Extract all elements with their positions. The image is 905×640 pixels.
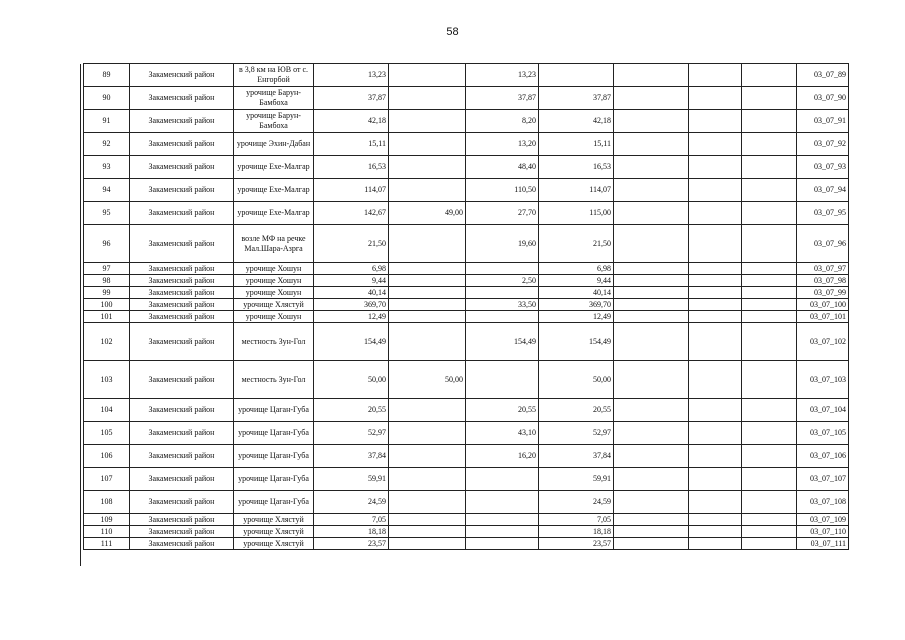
- row-number: 102: [84, 323, 130, 361]
- row-number: 100: [84, 299, 130, 311]
- value-cell-1: 24,59: [314, 491, 389, 514]
- value-cell-1: 52,97: [314, 422, 389, 445]
- district-cell: Закаменский район: [130, 491, 234, 514]
- value-cell-2: [389, 225, 466, 263]
- value-cell-1: 20,55: [314, 399, 389, 422]
- value-cell-1: 114,07: [314, 179, 389, 202]
- value-cell-7: [742, 179, 797, 202]
- value-cell-6: [689, 538, 742, 550]
- location-cell: урочище Хошун: [234, 263, 314, 275]
- value-cell-2: [389, 275, 466, 287]
- value-cell-5: [614, 64, 689, 87]
- district-cell: Закаменский район: [130, 311, 234, 323]
- row-number: 97: [84, 263, 130, 275]
- value-cell-2: [389, 64, 466, 87]
- row-number: 94: [84, 179, 130, 202]
- value-cell-2: [389, 263, 466, 275]
- value-cell-6: [689, 468, 742, 491]
- value-cell-6: [689, 202, 742, 225]
- table-row: [84, 526, 849, 538]
- table-row: [84, 263, 849, 275]
- row-number: 99: [84, 287, 130, 299]
- value-cell-6: [689, 287, 742, 299]
- value-cell-7: [742, 468, 797, 491]
- value-cell-3: 13,20: [466, 133, 539, 156]
- table-row: [84, 156, 849, 179]
- code-cell: 03_07_106: [797, 445, 849, 468]
- value-cell-1: 9,44: [314, 275, 389, 287]
- value-cell-7: [742, 491, 797, 514]
- table-row: [84, 538, 849, 550]
- value-cell-3: 13,23: [466, 64, 539, 87]
- value-cell-5: [614, 110, 689, 133]
- location-cell: урочище Цаган-Губа: [234, 399, 314, 422]
- value-cell-4: 20,55: [539, 399, 614, 422]
- value-cell-3: 8,20: [466, 110, 539, 133]
- value-cell-5: [614, 361, 689, 399]
- row-number: 95: [84, 202, 130, 225]
- value-cell-7: [742, 263, 797, 275]
- value-cell-1: 154,49: [314, 323, 389, 361]
- location-cell: урочище Цаган-Губа: [234, 422, 314, 445]
- location-cell: урочище Барун-Бамбоха: [234, 87, 314, 110]
- district-cell: Закаменский район: [130, 538, 234, 550]
- code-cell: 03_07_99: [797, 287, 849, 299]
- value-cell-7: [742, 133, 797, 156]
- value-cell-3: 154,49: [466, 323, 539, 361]
- code-cell: 03_07_100: [797, 299, 849, 311]
- value-cell-6: [689, 225, 742, 263]
- row-number: 93: [84, 156, 130, 179]
- value-cell-5: [614, 422, 689, 445]
- value-cell-7: [742, 538, 797, 550]
- value-cell-1: 37,84: [314, 445, 389, 468]
- value-cell-2: [389, 179, 466, 202]
- district-cell: Закаменский район: [130, 156, 234, 179]
- district-cell: Закаменский район: [130, 323, 234, 361]
- value-cell-5: [614, 538, 689, 550]
- district-cell: Закаменский район: [130, 399, 234, 422]
- value-cell-7: [742, 275, 797, 287]
- value-cell-5: [614, 399, 689, 422]
- value-cell-2: [389, 156, 466, 179]
- value-cell-5: [614, 514, 689, 526]
- value-cell-3: 2,50: [466, 275, 539, 287]
- value-cell-3: 27,70: [466, 202, 539, 225]
- table-row: [84, 110, 849, 133]
- district-cell: Закаменский район: [130, 87, 234, 110]
- value-cell-6: [689, 179, 742, 202]
- district-cell: Закаменский район: [130, 526, 234, 538]
- district-cell: Закаменский район: [130, 275, 234, 287]
- row-number: 101: [84, 311, 130, 323]
- table-row: [84, 275, 849, 287]
- district-cell: Закаменский район: [130, 445, 234, 468]
- value-cell-4: 50,00: [539, 361, 614, 399]
- code-cell: 03_07_111: [797, 538, 849, 550]
- location-cell: в 3,8 км на ЮВ от с. Енгорбой: [234, 64, 314, 87]
- value-cell-2: [389, 110, 466, 133]
- value-cell-3: 37,87: [466, 87, 539, 110]
- value-cell-5: [614, 156, 689, 179]
- value-cell-7: [742, 399, 797, 422]
- table-row: [84, 399, 849, 422]
- table-row: [84, 311, 849, 323]
- value-cell-2: [389, 299, 466, 311]
- value-cell-3: [466, 468, 539, 491]
- table-row: [84, 87, 849, 110]
- value-cell-4: 6,98: [539, 263, 614, 275]
- value-cell-4: 18,18: [539, 526, 614, 538]
- value-cell-1: 6,98: [314, 263, 389, 275]
- value-cell-6: [689, 361, 742, 399]
- row-number: 109: [84, 514, 130, 526]
- value-cell-6: [689, 323, 742, 361]
- row-number: 89: [84, 64, 130, 87]
- location-cell: урочище Хошун: [234, 311, 314, 323]
- row-number: 92: [84, 133, 130, 156]
- value-cell-5: [614, 491, 689, 514]
- code-cell: 03_07_104: [797, 399, 849, 422]
- value-cell-4: 114,07: [539, 179, 614, 202]
- value-cell-5: [614, 323, 689, 361]
- value-cell-3: [466, 514, 539, 526]
- value-cell-5: [614, 275, 689, 287]
- value-cell-5: [614, 225, 689, 263]
- table-row: [84, 64, 849, 87]
- code-cell: 03_07_89: [797, 64, 849, 87]
- table-row: [84, 422, 849, 445]
- value-cell-2: [389, 87, 466, 110]
- value-cell-1: 7,05: [314, 514, 389, 526]
- value-cell-6: [689, 87, 742, 110]
- value-cell-4: 16,53: [539, 156, 614, 179]
- value-cell-7: [742, 361, 797, 399]
- value-cell-2: [389, 323, 466, 361]
- value-cell-2: [389, 514, 466, 526]
- location-cell: урочище Хлястуй: [234, 299, 314, 311]
- table-row: [84, 323, 849, 361]
- location-cell: урочище Хошун: [234, 287, 314, 299]
- value-cell-6: [689, 311, 742, 323]
- location-cell: урочище Барун-Бамбоха: [234, 110, 314, 133]
- row-number: 108: [84, 491, 130, 514]
- value-cell-4: 9,44: [539, 275, 614, 287]
- value-cell-2: [389, 399, 466, 422]
- value-cell-7: [742, 225, 797, 263]
- row-number: 110: [84, 526, 130, 538]
- table-body: [84, 64, 849, 550]
- code-cell: 03_07_93: [797, 156, 849, 179]
- location-cell: урочище Цаган-Губа: [234, 491, 314, 514]
- value-cell-1: 42,18: [314, 110, 389, 133]
- district-cell: Закаменский район: [130, 514, 234, 526]
- value-cell-7: [742, 526, 797, 538]
- value-cell-6: [689, 514, 742, 526]
- value-cell-2: 49,00: [389, 202, 466, 225]
- table-row: [84, 179, 849, 202]
- value-cell-1: 21,50: [314, 225, 389, 263]
- table-row: [84, 445, 849, 468]
- code-cell: 03_07_101: [797, 311, 849, 323]
- value-cell-5: [614, 311, 689, 323]
- value-cell-2: [389, 491, 466, 514]
- value-cell-1: 40,14: [314, 287, 389, 299]
- location-cell: местность Зун-Гол: [234, 323, 314, 361]
- value-cell-7: [742, 514, 797, 526]
- value-cell-4: 59,91: [539, 468, 614, 491]
- table-row: [84, 514, 849, 526]
- value-cell-2: [389, 422, 466, 445]
- value-cell-6: [689, 399, 742, 422]
- value-cell-5: [614, 287, 689, 299]
- code-cell: 03_07_92: [797, 133, 849, 156]
- value-cell-1: 16,53: [314, 156, 389, 179]
- code-cell: 03_07_109: [797, 514, 849, 526]
- location-cell: урочище Хошун: [234, 275, 314, 287]
- value-cell-7: [742, 422, 797, 445]
- value-cell-3: [466, 526, 539, 538]
- location-cell: урочище Ехе-Малгар: [234, 179, 314, 202]
- row-number: 96: [84, 225, 130, 263]
- value-cell-1: 369,70: [314, 299, 389, 311]
- value-cell-2: [389, 445, 466, 468]
- value-cell-7: [742, 110, 797, 133]
- district-cell: Закаменский район: [130, 110, 234, 133]
- value-cell-7: [742, 299, 797, 311]
- district-cell: Закаменский район: [130, 263, 234, 275]
- value-cell-1: 13,23: [314, 64, 389, 87]
- table-row: [84, 133, 849, 156]
- value-cell-5: [614, 202, 689, 225]
- table-row: [84, 491, 849, 514]
- value-cell-3: 48,40: [466, 156, 539, 179]
- value-cell-7: [742, 323, 797, 361]
- row-number: 103: [84, 361, 130, 399]
- row-number: 90: [84, 87, 130, 110]
- location-cell: урочище Эхин-Дабан: [234, 133, 314, 156]
- code-cell: 03_07_110: [797, 526, 849, 538]
- value-cell-6: [689, 263, 742, 275]
- location-cell: урочище Хлястуй: [234, 538, 314, 550]
- value-cell-4: 21,50: [539, 225, 614, 263]
- value-cell-4: 37,87: [539, 87, 614, 110]
- table-row: [84, 361, 849, 399]
- value-cell-3: 43,10: [466, 422, 539, 445]
- value-cell-3: 20,55: [466, 399, 539, 422]
- value-cell-5: [614, 133, 689, 156]
- value-cell-3: 33,50: [466, 299, 539, 311]
- value-cell-1: 23,57: [314, 538, 389, 550]
- page-number: 58: [446, 26, 459, 38]
- value-cell-6: [689, 133, 742, 156]
- row-number: 91: [84, 110, 130, 133]
- value-cell-4: [539, 64, 614, 87]
- value-cell-3: 110,50: [466, 179, 539, 202]
- row-number: 106: [84, 445, 130, 468]
- value-cell-5: [614, 526, 689, 538]
- row-number: 105: [84, 422, 130, 445]
- value-cell-3: [466, 287, 539, 299]
- value-cell-6: [689, 275, 742, 287]
- value-cell-6: [689, 526, 742, 538]
- value-cell-4: 24,59: [539, 491, 614, 514]
- district-cell: Закаменский район: [130, 361, 234, 399]
- value-cell-6: [689, 156, 742, 179]
- table-row: [84, 287, 849, 299]
- district-cell: Закаменский район: [130, 202, 234, 225]
- location-cell: урочище Цаган-Губа: [234, 468, 314, 491]
- value-cell-7: [742, 311, 797, 323]
- value-cell-3: [466, 311, 539, 323]
- value-cell-5: [614, 445, 689, 468]
- location-cell: урочище Цаган-Губа: [234, 445, 314, 468]
- code-cell: 03_07_96: [797, 225, 849, 263]
- district-cell: Закаменский район: [130, 299, 234, 311]
- value-cell-7: [742, 156, 797, 179]
- value-cell-3: [466, 361, 539, 399]
- value-cell-4: 15,11: [539, 133, 614, 156]
- value-cell-2: [389, 133, 466, 156]
- code-cell: 03_07_103: [797, 361, 849, 399]
- value-cell-3: [466, 538, 539, 550]
- value-cell-1: 18,18: [314, 526, 389, 538]
- value-cell-4: 42,18: [539, 110, 614, 133]
- value-cell-1: 15,11: [314, 133, 389, 156]
- location-cell: урочище Хлястуй: [234, 514, 314, 526]
- value-cell-6: [689, 299, 742, 311]
- value-cell-4: 40,14: [539, 287, 614, 299]
- value-cell-1: 59,91: [314, 468, 389, 491]
- value-cell-4: 52,97: [539, 422, 614, 445]
- value-cell-5: [614, 299, 689, 311]
- code-cell: 03_07_105: [797, 422, 849, 445]
- data-table: [83, 63, 849, 550]
- value-cell-2: 50,00: [389, 361, 466, 399]
- value-cell-1: 142,67: [314, 202, 389, 225]
- table-row: [84, 202, 849, 225]
- left-margin-line: [80, 64, 81, 566]
- district-cell: Закаменский район: [130, 64, 234, 87]
- table-row: [84, 468, 849, 491]
- district-cell: Закаменский район: [130, 225, 234, 263]
- code-cell: 03_07_95: [797, 202, 849, 225]
- value-cell-2: [389, 538, 466, 550]
- code-cell: 03_07_94: [797, 179, 849, 202]
- code-cell: 03_07_107: [797, 468, 849, 491]
- value-cell-4: 37,84: [539, 445, 614, 468]
- value-cell-2: [389, 287, 466, 299]
- row-number: 104: [84, 399, 130, 422]
- value-cell-4: 23,57: [539, 538, 614, 550]
- value-cell-6: [689, 491, 742, 514]
- value-cell-6: [689, 110, 742, 133]
- table-row: [84, 299, 849, 311]
- value-cell-4: 12,49: [539, 311, 614, 323]
- code-cell: 03_07_102: [797, 323, 849, 361]
- code-cell: 03_07_91: [797, 110, 849, 133]
- table-row: [84, 225, 849, 263]
- value-cell-6: [689, 422, 742, 445]
- code-cell: 03_07_97: [797, 263, 849, 275]
- location-cell: местность Зун-Гол: [234, 361, 314, 399]
- district-cell: Закаменский район: [130, 287, 234, 299]
- value-cell-7: [742, 64, 797, 87]
- value-cell-3: 16,20: [466, 445, 539, 468]
- value-cell-3: 19,60: [466, 225, 539, 263]
- value-cell-2: [389, 311, 466, 323]
- value-cell-6: [689, 64, 742, 87]
- value-cell-1: 50,00: [314, 361, 389, 399]
- value-cell-4: 115,00: [539, 202, 614, 225]
- code-cell: 03_07_90: [797, 87, 849, 110]
- value-cell-2: [389, 468, 466, 491]
- value-cell-4: 369,70: [539, 299, 614, 311]
- value-cell-5: [614, 468, 689, 491]
- value-cell-6: [689, 445, 742, 468]
- location-cell: урочище Ехе-Малгар: [234, 156, 314, 179]
- value-cell-3: [466, 491, 539, 514]
- row-number: 111: [84, 538, 130, 550]
- value-cell-5: [614, 263, 689, 275]
- location-cell: урочище Ехе-Малгар: [234, 202, 314, 225]
- value-cell-5: [614, 87, 689, 110]
- row-number: 98: [84, 275, 130, 287]
- value-cell-7: [742, 202, 797, 225]
- location-cell: урочище Хлястуй: [234, 526, 314, 538]
- value-cell-4: 7,05: [539, 514, 614, 526]
- code-cell: 03_07_108: [797, 491, 849, 514]
- district-cell: Закаменский район: [130, 468, 234, 491]
- district-cell: Закаменский район: [130, 179, 234, 202]
- row-number: 107: [84, 468, 130, 491]
- value-cell-7: [742, 287, 797, 299]
- district-cell: Закаменский район: [130, 133, 234, 156]
- value-cell-5: [614, 179, 689, 202]
- value-cell-2: [389, 526, 466, 538]
- value-cell-1: 37,87: [314, 87, 389, 110]
- district-cell: Закаменский район: [130, 422, 234, 445]
- value-cell-7: [742, 87, 797, 110]
- value-cell-3: [466, 263, 539, 275]
- value-cell-7: [742, 445, 797, 468]
- value-cell-1: 12,49: [314, 311, 389, 323]
- location-cell: возле МФ на речке Мал.Шара-Азрга: [234, 225, 314, 263]
- code-cell: 03_07_98: [797, 275, 849, 287]
- value-cell-4: 154,49: [539, 323, 614, 361]
